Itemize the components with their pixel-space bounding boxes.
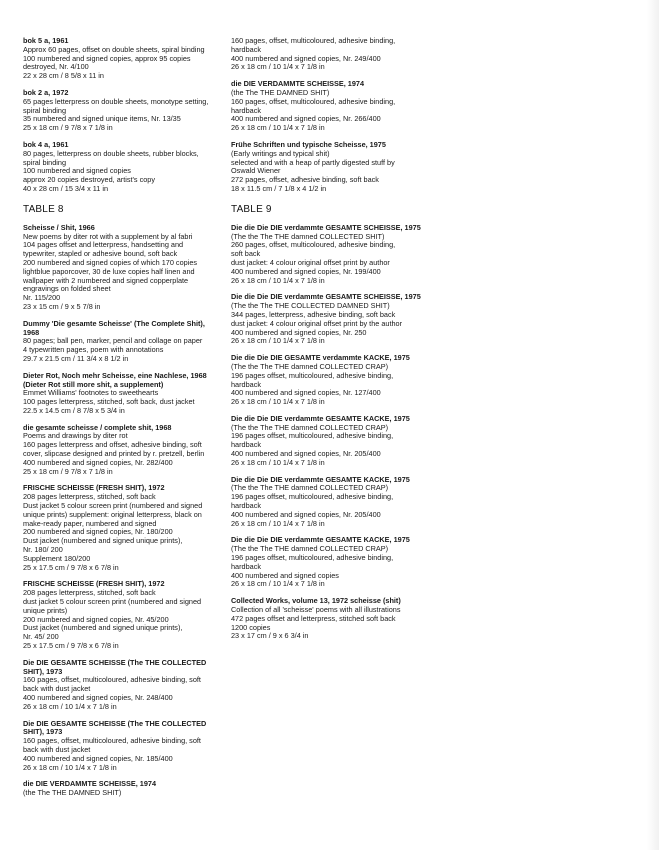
entry-title: Scheisse / Shit, 1966 [23, 222, 95, 232]
entry-title: Die die Die DIE verdammte GESAMTE SCHEISSE, 1975 [231, 292, 421, 302]
entry-line: 196 pages offset, multicoloured, adhesive binding, [231, 492, 394, 502]
entry-line: 25 x 18 cm / 9 7/8 x 7 1/8 in [23, 466, 113, 476]
entry-line: 25 x 17.5 cm / 9 7/8 x 6 7/8 in [23, 641, 119, 651]
entry-line: Nr. 45/ 200 [23, 632, 59, 642]
entry-line: (Early writings and typical shit) [231, 148, 330, 158]
table-9-heading: TABLE 9 [231, 203, 272, 215]
entry-line: 400 numbered and signed copies [231, 570, 339, 580]
entry-line: 26 x 18 cm / 10 1/4 x 7 1/8 in [23, 701, 117, 711]
entry-line: make-ready paper, numbered and signed [23, 518, 157, 528]
entry-line: (The the The THE damned COLLECTED CRAP) [231, 483, 389, 493]
entry-line: 23 x 15 cm / 9 x 5 7/8 in [23, 301, 101, 311]
entry-line: lightblue paporcover, 30 de luxe copies half linen and [23, 266, 195, 276]
entry-line: 26 x 18 cm / 10 1/4 x 7 1/8 in [231, 518, 325, 528]
catalogue-entry [23, 720, 223, 773]
entry-line: 200 numbered and signed copies of which 170 copies [23, 257, 198, 267]
entry-title: Die die Die DIE verdammte GESAMTE KACKE, 1975 [231, 535, 410, 545]
catalogue-entry [23, 484, 223, 572]
entry-line: 22.5 x 14.5 cm / 8 7/8 x 5 3/4 in [23, 405, 125, 415]
entry-title: Dieter Rot, Noch mehr Scheisse, eine Nachlese, 1968 (Dieter Rot still more shit, a supplement) [23, 370, 207, 389]
entry-line: (The the The THE damned COLLECTED CRAP) [231, 422, 389, 432]
page-edge-shadow [647, 0, 659, 850]
entry-line: 26 x 18 cm / 10 1/4 x 7 1/8 in [231, 62, 325, 72]
entry-line: wallpaper with 2 numbered and signed copperplate [23, 275, 189, 285]
entry-line: 100 numbered and signed copies, approx 95 copies [23, 53, 191, 63]
catalogue-entry [231, 354, 431, 407]
entry-line: 65 pages letterpress on double sheets, monotype setting, [23, 96, 209, 106]
entry-title: Die die Die DIE verdammte GESAMTE KACKE, 1975 [231, 474, 410, 484]
entry-title: FRISCHE SCHEISSE (FRESH SHIT), 1972 [23, 579, 165, 589]
entry-line: (the The THE DAMNED SHIT) [231, 87, 330, 97]
entry-line: (The the The THE damned COLLECTED CRAP) [231, 361, 389, 371]
catalogue-entry [231, 224, 431, 286]
entry-line: 196 pages offset, multicoloured, adhesive binding, [231, 370, 394, 380]
entry-line: 100 pages letterpress, stitched, soft back, dust jacket [23, 397, 195, 407]
entry-line: hardback [231, 501, 262, 511]
entry-line: 80 pages; ball pen, marker, pencil and collage on paper [23, 336, 203, 346]
left-top-entries [23, 37, 223, 194]
entry-line: (the The THE DAMNED SHIT) [23, 788, 122, 798]
entry-line: dust jacket: 4 colour original offset print by author [231, 257, 390, 267]
entry-line: 400 numbered and signed copies, Nr. 199/400 [231, 266, 381, 276]
entry-line: 23 x 17 cm / 9 x 6 3/4 in [231, 631, 309, 641]
entry-line: destroyed, Nr. 4/100 [23, 62, 89, 72]
entry-line: Dust jacket (numbered and signed unique prints), [23, 536, 183, 546]
catalogue-entry [231, 476, 431, 529]
entry-line: hardback [231, 561, 262, 571]
entry-line: 26 x 18 cm / 10 1/4 x 7 1/8 in [231, 275, 325, 285]
catalogue-entry [23, 372, 223, 416]
entry-line: 104 pages offset and letterpress, handsetting and [23, 240, 184, 250]
entry-line: unique prints) [23, 605, 68, 615]
entry-line: 196 pages offset, multicoloured, adhesive binding, [231, 431, 394, 441]
entry-line: dust jacket: 4 colour original offset print by the author [231, 318, 403, 328]
entry-line: Dust jacket (numbered and signed unique prints), [23, 623, 183, 633]
entry-line: 160 pages, offset, multicoloured, adhesive binding, [231, 96, 396, 106]
entry-title: Die die Die DIE verdammte GESAMTE SCHEISSE, 1975 [231, 222, 421, 232]
entry-line: spiral binding [23, 105, 66, 115]
entry-title: Die DIE GESAMTE SCHEISSE (The THE COLLECTED SHIT), 1973 [23, 657, 207, 676]
table-8-heading: TABLE 8 [23, 203, 64, 215]
entry-line: hardback [231, 379, 262, 389]
entry-line: unique prints) supplement: original letterpress, black on [23, 509, 202, 519]
entry-line: 29.7 x 21.5 cm / 11 3/4 x 8 1/2 in [23, 353, 129, 363]
entry-line: back with dust jacket [23, 744, 91, 754]
entry-line: (The the The THE damned COLLECTED SHIT) [231, 231, 385, 241]
catalogue-entry [23, 424, 223, 477]
entry-line: 4 typewritten pages, poem with annotations [23, 345, 164, 355]
entry-title: die DIE VERDAMMTE SCHEISSE, 1974 [23, 779, 157, 789]
entry-line: 160 pages, offset, multicoloured, adhesive binding, soft [23, 675, 201, 685]
table-9-entries [231, 224, 431, 641]
right-column [231, 37, 431, 649]
entry-line: 208 pages letterpress, stitched, soft back [23, 588, 156, 598]
entry-line: Supplement 180/200 [23, 553, 91, 563]
entry-line: 208 pages letterpress, stitched, soft back [23, 492, 156, 502]
catalogue-entry [231, 141, 431, 194]
catalogue-entry [23, 224, 223, 312]
entry-line: 35 numbered and signed unique items, Nr. 13/35 [23, 114, 181, 124]
entry-line: 200 numbered and signed copies, Nr. 180/200 [23, 527, 173, 537]
entry-title: bok 2 a, 1972 [23, 87, 69, 97]
catalogue-entry [23, 37, 223, 81]
entry-line: Emmet Williams' footnotes to sweethearts [23, 388, 159, 398]
catalogue-entry [23, 141, 223, 194]
entry-line: 400 numbered and signed copies, Nr. 127/400 [231, 388, 381, 398]
entry-title: Die DIE GESAMTE SCHEISSE (The THE COLLECTED SHIT), 1973 [23, 718, 207, 737]
catalogue-entry [231, 37, 431, 72]
catalogue-entry [23, 580, 223, 650]
entry-line: 260 pages, offset, multicoloured, adhesive binding, [231, 240, 396, 250]
entry-line: approx 20 copies destroyed, artist's copy [23, 175, 155, 185]
catalogue-entry [231, 293, 431, 346]
entry-line: 160 pages, offset, multicoloured, adhesive binding, [231, 36, 396, 45]
entry-line: 272 pages, offset, adhesive binding, soft back [231, 175, 379, 185]
entry-line: 18 x 11.5 cm / 7 1/8 x 4 1/2 in [231, 183, 327, 193]
catalogue-entry [231, 536, 431, 589]
entry-line: 80 pages, letterpress on double sheets, rubber blocks, [23, 148, 199, 158]
entry-line: 1200 copies [231, 622, 271, 632]
entry-line: 26 x 18 cm / 10 1/4 x 7 1/8 in [231, 457, 325, 467]
catalogue-entry [23, 320, 223, 364]
entry-line: back with dust jacket [23, 684, 91, 694]
entry-line: soft back [231, 249, 261, 259]
entry-line: selected and with a heap of partly digested stuff by [231, 157, 395, 167]
entry-line: 400 numbered and signed copies, Nr. 249/400 [231, 53, 381, 63]
catalogue-entry [231, 597, 431, 641]
entry-line: 25 x 17.5 cm / 9 7/8 x 6 7/8 in [23, 562, 119, 572]
entry-line: 26 x 18 cm / 10 1/4 x 7 1/8 in [231, 123, 325, 133]
entry-line: 26 x 18 cm / 10 1/4 x 7 1/8 in [231, 579, 325, 589]
entry-line: 26 x 18 cm / 10 1/4 x 7 1/8 in [231, 336, 325, 346]
entry-line: 200 numbered and signed copies, Nr. 45/200 [23, 614, 169, 624]
entry-line: hardback [231, 105, 262, 115]
entry-line: 100 numbered and signed copies [23, 166, 131, 176]
left-column [23, 37, 223, 806]
entry-line: Oswald Wiener [231, 166, 281, 176]
entry-line: New poems by diter rot with a supplement by al fabri [23, 231, 193, 241]
entry-line: engravings on folded sheet [23, 284, 111, 294]
entry-line: hardback [231, 44, 262, 54]
entry-line: 400 numbered and signed copies, Nr. 185/400 [23, 753, 173, 763]
entry-line: 400 numbered and signed copies, Nr. 205/400 [231, 449, 381, 459]
catalogue-entry [23, 89, 223, 133]
entry-title: FRISCHE SCHEISSE (FRESH SHIT), 1972 [23, 483, 165, 493]
right-top-entries [231, 37, 431, 194]
catalogue-entry [231, 415, 431, 468]
entry-line: 160 pages letterpress and offset, adhesive binding, soft [23, 440, 202, 450]
entry-line: 400 numbered and signed copies, Nr. 266/400 [231, 114, 381, 124]
entry-title: die gesamte scheisse / complete shit, 1968 [23, 422, 172, 432]
entry-title: Die die Die DIE verdammte GESAMTE KACKE, 1975 [231, 413, 410, 423]
entry-line: spiral binding [23, 157, 66, 167]
entry-line: 26 x 18 cm / 10 1/4 x 7 1/8 in [23, 762, 117, 772]
entry-line: dust jacket 5 colour screen print (numbered and signed [23, 597, 202, 607]
entry-title: bok 5 a, 1961 [23, 36, 69, 45]
entry-line: 400 numbered and signed copies, Nr. 250 [231, 327, 367, 337]
entry-line: Dust jacket 5 colour screen print (numbered and signed [23, 501, 203, 511]
table-8-entries [23, 224, 223, 798]
entry-line: 400 numbered and signed copies, Nr. 282/400 [23, 457, 173, 467]
entry-title: Frühe Schriften und typische Scheisse, 1975 [231, 139, 386, 149]
entry-line: cover, slipcase designed and printed by r. pretzell, berlin [23, 449, 205, 459]
entry-title: die DIE VERDAMMTE SCHEISSE, 1974 [231, 79, 365, 89]
entry-line: typewriter, stapled or adhesive bound, soft back [23, 249, 178, 259]
entry-line: 22 x 28 cm / 8 5/8 x 11 in [23, 71, 104, 81]
entry-line: 160 pages, offset, multicoloured, adhesive binding, soft [23, 736, 201, 746]
entry-title: Die die Die DIE GESAMTE verdammte KACKE, 1975 [231, 353, 410, 363]
catalogue-entry [231, 80, 431, 133]
entry-line: 26 x 18 cm / 10 1/4 x 7 1/8 in [231, 397, 325, 407]
entry-line: Nr. 115/200 [23, 293, 61, 303]
entry-line: Nr. 180/ 200 [23, 545, 63, 555]
entry-line: 472 pages offset and letterpress, stitched soft back [231, 613, 396, 623]
entry-line: Collection of all 'scheisse' poems with all illustrations [231, 605, 401, 615]
entry-line: 400 numbered and signed copies, Nr. 205/400 [231, 509, 381, 519]
entry-title: bok 4 a, 1961 [23, 139, 69, 149]
entry-line: (The the The THE COLLECTED DAMNED SHIT) [231, 301, 390, 311]
entry-line: (The the The THE damned COLLECTED CRAP) [231, 544, 389, 554]
catalogue-entry [23, 659, 223, 712]
entry-title: Dummy 'Die gesamte Scheisse' (The Complete Shit), 1968 [23, 318, 205, 337]
entry-line: 400 numbered and signed copies, Nr. 248/400 [23, 693, 173, 702]
entry-line: Approx 60 pages, offset on double sheets, spiral binding [23, 44, 205, 54]
entry-line: hardback [231, 440, 262, 450]
catalogue-entry [23, 780, 223, 798]
entry-line: 196 pages offset, multicoloured, adhesive binding, [231, 553, 394, 563]
entry-line: Poems and drawings by diter rot [23, 431, 128, 441]
entry-line: 25 x 18 cm / 9 7/8 x 7 1/8 in [23, 123, 113, 133]
entry-title: Collected Works, volume 13, 1972 scheisse (shit) [231, 596, 401, 606]
entry-line: 40 x 28 cm / 15 3/4 x 11 in [23, 183, 109, 193]
entry-line: 344 pages, letterpress, adhesive binding, soft back [231, 309, 396, 319]
